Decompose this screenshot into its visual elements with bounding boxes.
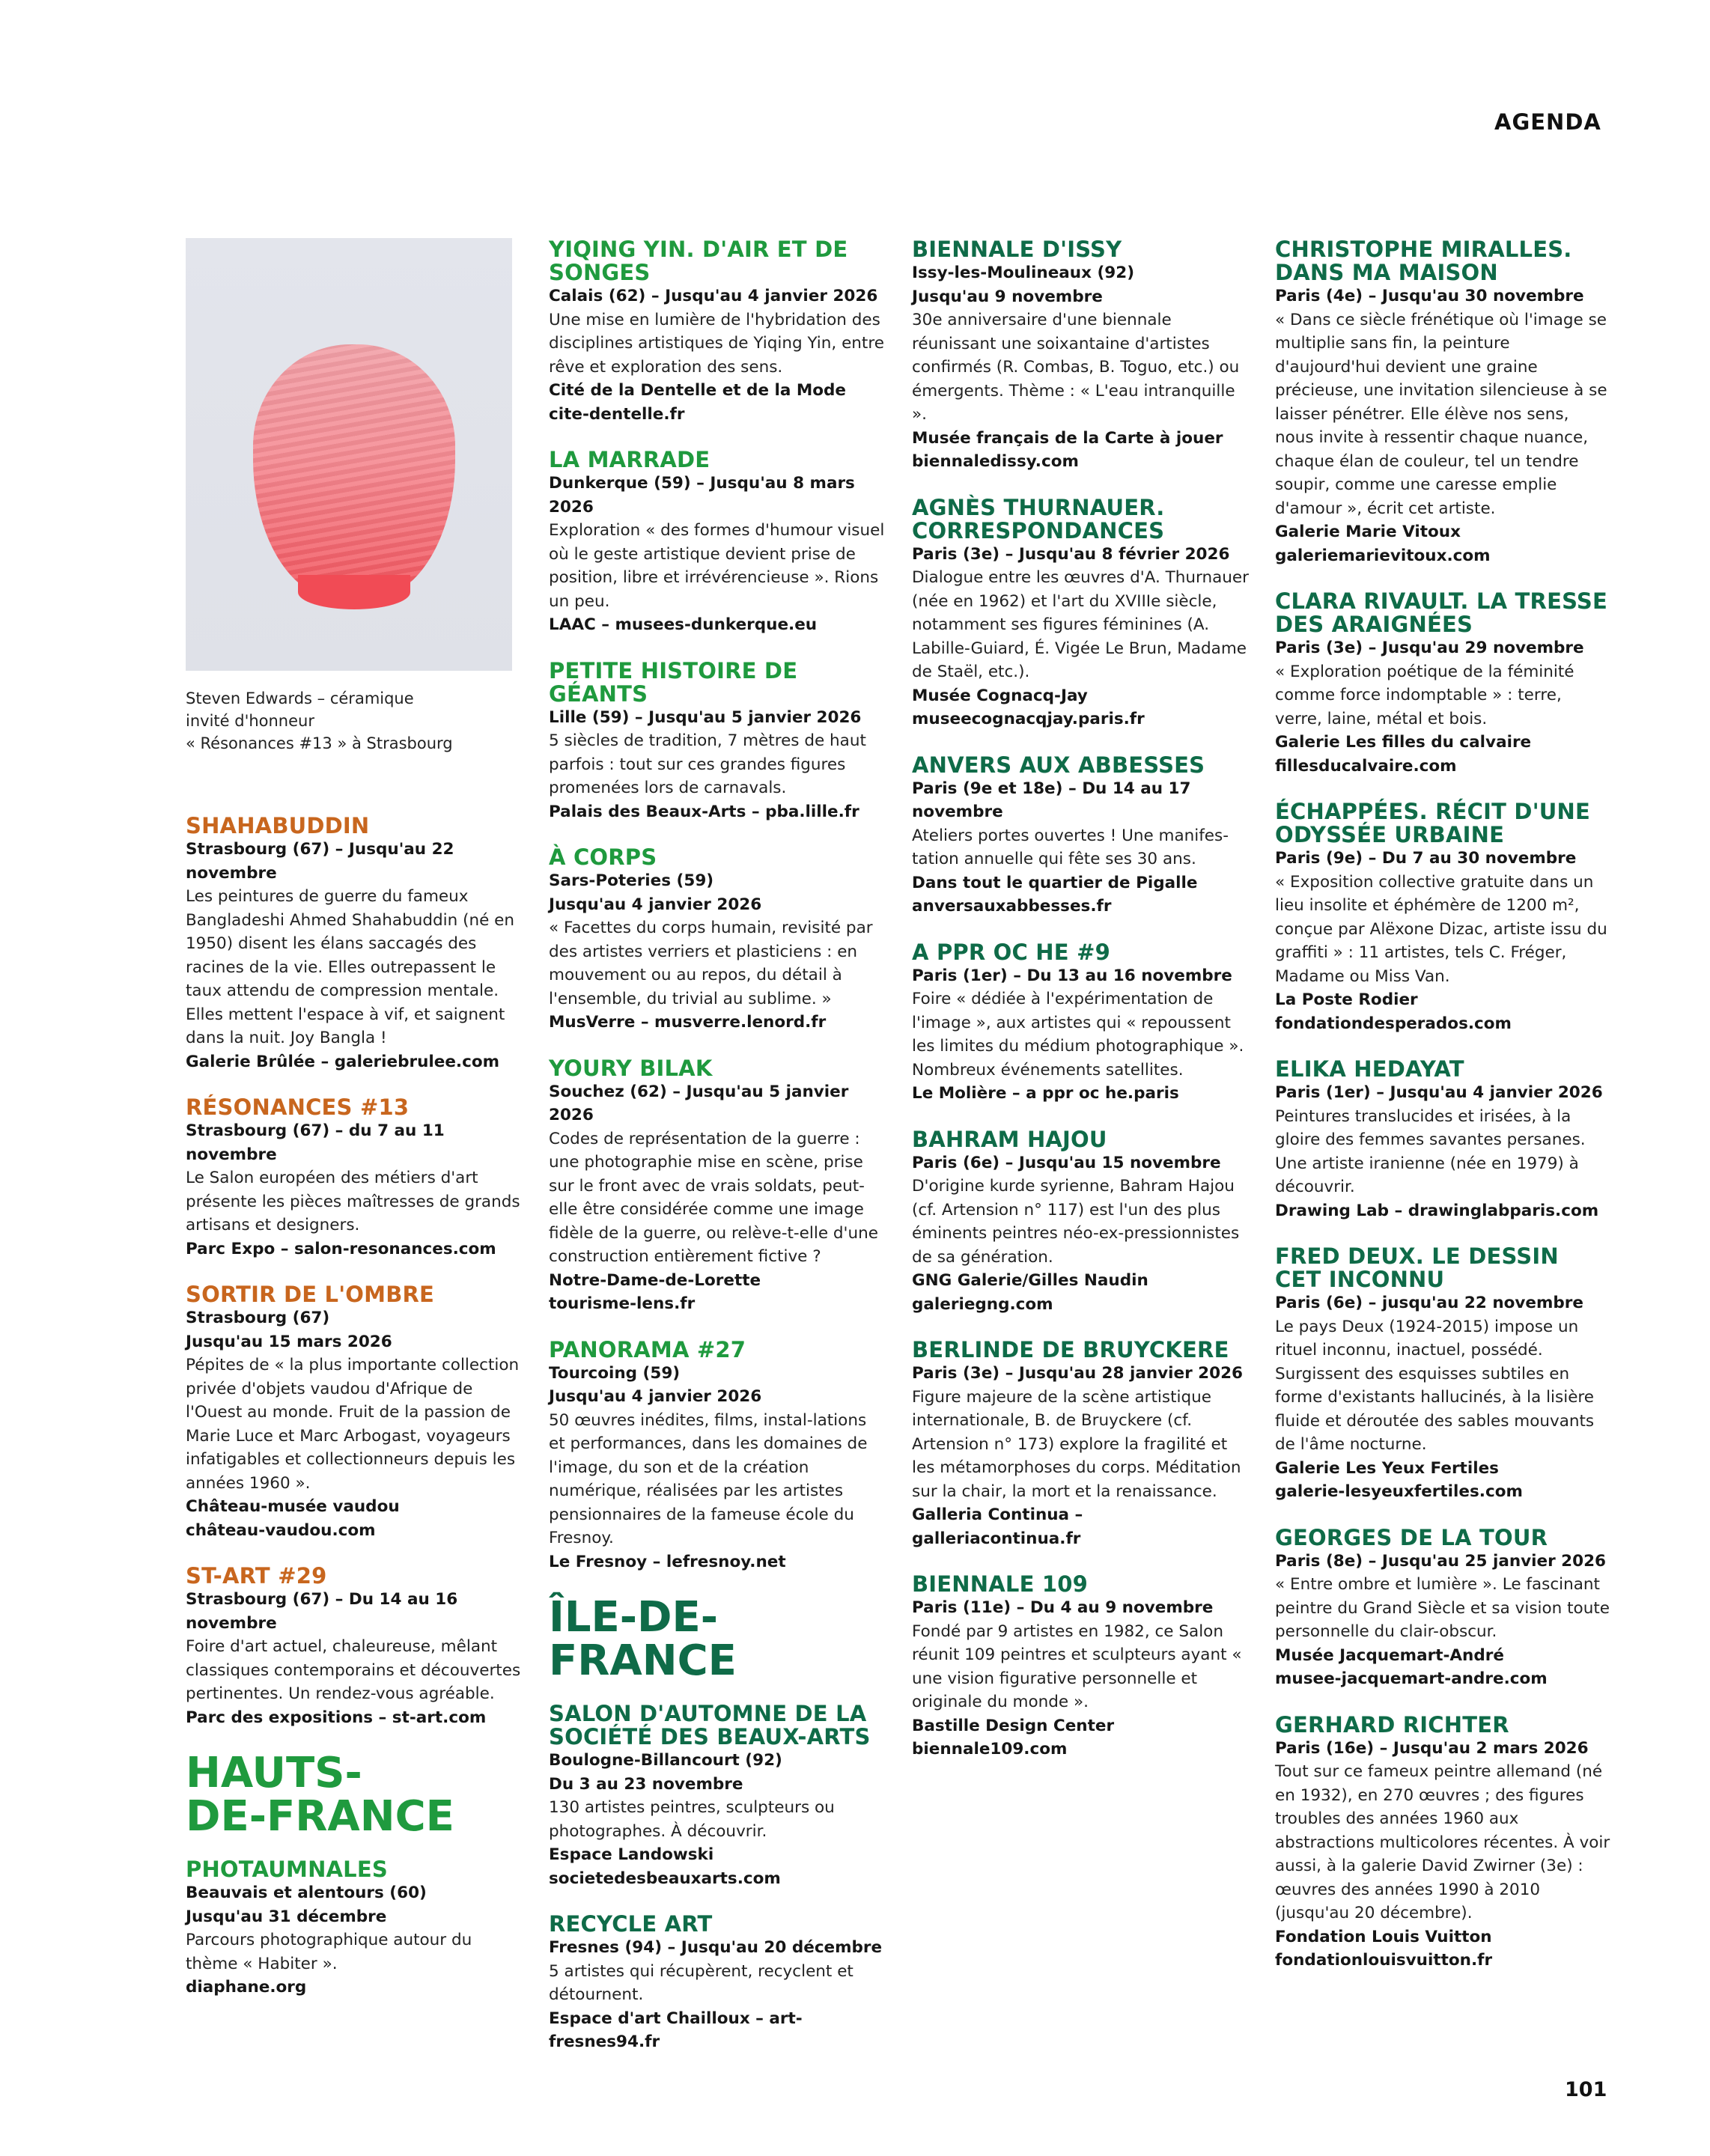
entry-venue: Le Fresnoy – lefresnoy.net (549, 1552, 786, 1571)
entry-venue: galerie-lesyeuxfertiles.com (1275, 1482, 1523, 1501)
entry-venue: Galerie Les Yeux Fertiles (1275, 1458, 1499, 1478)
entry-place-date: Souchez (62) – Jusqu'au 5 janvier 2026 (549, 1082, 849, 1124)
agenda-entry (912, 1339, 1249, 1550)
entry-venue: MusVerre – musverre.lenord.fr (549, 1013, 827, 1032)
entry-title: RECYCLE ART (549, 1911, 713, 1937)
agenda-entry (1275, 590, 1612, 778)
entry-description: Les peintures de guerre du fameux Bangladeshi Ahmed Shahabuddin (né en 1950) disent les élans saccagés des racines de la vie. Elles outrepassent le taux attendu de compression mentale. Elles mettent l'espace à vif, et saignent dans la nuit. Joy Bangla ! (186, 887, 515, 1047)
entry-title: PETITE HISTOIRE DE GÉANTS (549, 657, 798, 707)
entry-venue: biennale109.com (912, 1740, 1068, 1758)
entry-title: CLARA RIVAULT. LA TRESSE DES ARAIGNÉES (1275, 588, 1607, 637)
column-4 (1275, 238, 1612, 1995)
agenda-entry (549, 1057, 886, 1316)
entry-title: PHOTAUMNALES (186, 1857, 388, 1882)
entry-place-date: Beauvais et alentours (60) (186, 1884, 427, 1902)
entry-venue: societedesbeauxarts.com (549, 1869, 781, 1888)
agenda-entry (912, 1128, 1249, 1317)
entry-place-date: Du 3 au 23 novembre (549, 1774, 743, 1794)
agenda-entry (186, 1565, 523, 1729)
entry-place-date: Dunkerque (59) – Jusqu'au 8 mars 2026 (549, 474, 855, 517)
entry-venue: La Poste Rodier (1275, 990, 1418, 1009)
entry-venue: Dans tout le quartier de Pigalle (912, 873, 1198, 892)
entry-venue: Galleria Continua – galleriacontinua.fr (912, 1505, 1083, 1548)
section-label: AGENDA (1494, 109, 1601, 135)
entry-description: Pépites de « la plus importante collection privée d'objets vaudou d'Afrique de l'Ouest au monde. Fruit de la passion de Marie Luce et Marc Arbogast, voyageurs infatigables et collectionneurs depuis les années 1960 ». (186, 1356, 520, 1493)
entry-place-date: Paris (11e) – Du 4 au 9 novembre (912, 1598, 1214, 1617)
agenda-entry (912, 1573, 1249, 1761)
entry-description: Fondé par 9 artistes en 1982, ce Salon réunit 109 peintres et sculpteurs ayant « une vision figurative personnelle et originale du monde ». (912, 1621, 1242, 1711)
entry-venue: Galerie Brûlée – galeriebrulee.com (186, 1052, 500, 1071)
entry-place-date: Lille (59) – Jusqu'au 5 janvier 2026 (549, 707, 862, 727)
entry-place-date: Calais (62) – Jusqu'au 4 janvier 2026 (549, 287, 878, 305)
entry-venue: Galerie Les filles du calvaire (1275, 733, 1532, 752)
entry-description: Tout sur ce fameux peintre allemand (né en 1932), en 270 œuvres ; des figures troubles des années 1960 aux abstractions multicolores récentes. À voir aussi, à la galerie David Zwirner (3e) : œuvres des années 1990 à 2010 (jusqu'au 20 décembre). (1275, 1762, 1610, 1922)
col2-region-entries (549, 1702, 886, 2054)
entry-venue: Notre-Dame-de-Lorette (549, 1270, 761, 1290)
entry-description: « Exposition collective gratuite dans un lieu insolite et éphémère de 1200 m², conçue par Alëxone Dizac, artiste issu du graffiti » : 11 artistes, tels C. Fréger, Madame ou Miss Van. (1275, 872, 1607, 986)
entry-description: Foire d'art actuel, chaleureuse, mêlant classiques contemporains et découvertes pertinentes. Un rendez-vous agréable. (186, 1637, 521, 1703)
entry-title: SORTIR DE L'OMBRE (186, 1282, 435, 1307)
entry-description: Foire « dédiée à l'expérimentation de l'image », aux artistes qui « repoussent les limites du médium photographique ». Nombreux événements satellites. (912, 990, 1244, 1079)
agenda-entry (549, 1336, 886, 1574)
entry-venue: biennaledissy.com (912, 452, 1079, 471)
agenda-entry (549, 1913, 886, 2054)
entry-description: D'origine kurde syrienne, Bahram Hajou (cf. Artension n° 117) est l'un des plus éminents peintres néo-ex-pressionnistes de sa génération. (912, 1177, 1240, 1267)
entry-description: Figure majeure de la scène artistique internationale, B. de Bruyckere (cf. Artension n° 173) explore la fragilité et les métamorphoses du corps. Méditation sur la chair, la mort et la renaissance. (912, 1387, 1241, 1501)
agenda-entry (549, 846, 886, 1035)
entry-title: FRED DEUX. LE DESSIN CET INCONNU (1275, 1243, 1559, 1292)
agenda-entry (1275, 1711, 1612, 1973)
entry-venue: Le Molière – a ppr oc he.paris (912, 1084, 1179, 1103)
entry-place-date: Sars-Poteries (59) (549, 871, 714, 890)
entry-description: Exploration « des formes d'humour visuel où le geste artistique devient prise de position, libre et irrévérencieuse ». Rions un peu. (549, 521, 885, 611)
entry-place-date: Strasbourg (67) (186, 1309, 330, 1327)
agenda-entry (912, 496, 1249, 731)
entry-title: BERLINDE DE BRUYCKERE (912, 1337, 1229, 1362)
column-1 (186, 238, 523, 2022)
entry-venue: museecognacqjay.paris.fr (912, 710, 1145, 728)
entry-description: Ateliers portes ouvertes ! Une manifes-tation annuelle qui fête ses 30 ans. (912, 826, 1229, 868)
entry-place-date: Paris (16e) – Jusqu'au 2 mars 2026 (1275, 1738, 1589, 1758)
entry-title: BIENNALE D'ISSY (912, 237, 1122, 262)
entry-venue: galeriegng.com (912, 1294, 1053, 1314)
entry-title: CHRISTOPHE MIRALLES. DANS MA MAISON (1275, 237, 1572, 285)
entry-venue: Musée Cognacq-Jay (912, 686, 1088, 705)
entry-venue: cite-dentelle.fr (549, 404, 685, 424)
entry-description: « Entre ombre et lumière ». Le fascinant peintre du Grand Siècle et sa vision toute personnelle du clair-obscur. (1275, 1575, 1610, 1641)
entry-title: LA MARRADE (549, 447, 711, 472)
agenda-entry (912, 754, 1249, 919)
entry-venue: fondationdesperados.com (1275, 1014, 1512, 1033)
entry-place-date: Fresnes (94) – Jusqu'au 20 décembre (549, 1938, 883, 1957)
entry-place-date: Paris (3e) – Jusqu'au 28 janvier 2026 (912, 1364, 1244, 1383)
col3-entries (912, 238, 1249, 1761)
entry-venue: tourisme-lens.fr (549, 1294, 696, 1313)
entry-place-date: Strasbourg (67) – Du 14 au 16 novembre (186, 1590, 458, 1633)
agenda-entry (912, 238, 1249, 474)
entry-place-date: Tourcoing (59) (549, 1363, 681, 1383)
entry-title: AGNÈS THURNAUER. CORRESPONDANCES (912, 494, 1165, 543)
entry-venue: GNG Galerie/Gilles Naudin (912, 1271, 1148, 1290)
entry-description: Codes de représentation de la guerre : une photographie mise en scène, prise sur le front avec de vrais soldats, peut-elle être considérée comme une image fidèle de la guerre, ou relève-t-elle d'une construction entièrement fictive ? (549, 1129, 878, 1266)
agenda-entry (186, 1283, 523, 1542)
agenda-entry (549, 448, 886, 637)
agenda-entry (1275, 1058, 1612, 1222)
entry-place-date: Paris (3e) – Jusqu'au 8 février 2026 (912, 544, 1230, 564)
entry-venue: château-vaudou.com (186, 1520, 376, 1540)
vase-foot-shape (298, 575, 410, 609)
region-title-hauts-de-france (186, 1749, 523, 1841)
agenda-entry (1275, 1526, 1612, 1691)
entry-title: SHAHABUDDIN (186, 813, 370, 838)
agenda-entry (186, 1858, 523, 2000)
col4-entries (1275, 238, 1612, 1973)
entry-venue: fillesducalvaire.com (1275, 756, 1457, 776)
entry-place-date: Paris (3e) – Jusqu'au 29 novembre (1275, 639, 1584, 657)
agenda-entry (549, 1702, 886, 1890)
entry-description: 30e anniversaire d'une biennale réunissant une soixantaine d'artistes confirmés (R. Combas, B. Toguo, etc.) ou émergents. Thème : « L'eau intranquille ». (912, 311, 1240, 424)
agenda-entry (549, 657, 886, 824)
entry-title: YOURY BILAK (549, 1055, 713, 1081)
entry-title: RÉSONANCES #13 (186, 1094, 410, 1120)
entry-venue: Espace Landowski (549, 1845, 714, 1864)
entry-place-date: Paris (8e) – Jusqu'au 25 janvier 2026 (1275, 1551, 1607, 1571)
col1-entries (186, 814, 523, 1729)
entry-place-date: Jusqu'au 4 janvier 2026 (549, 1387, 762, 1406)
entry-place-date: Issy-les-Moulineaux (92) (912, 264, 1135, 282)
entry-venue: Cité de la Dentelle et de la Mode (549, 381, 847, 400)
entry-description: 50 œuvres inédites, films, instal-lations et performances, dans les domaines de l'image, du son et de la création numérique, réalisées par les artistes pensionnaires de la fameuse école du Fresnoy. (549, 1410, 868, 1547)
agenda-entry (186, 814, 523, 1074)
entry-place-date: Paris (9e et 18e) – Du 14 au 17 novembre (912, 779, 1191, 821)
entry-title: GEORGES DE LA TOUR (1275, 1524, 1548, 1550)
entry-venue: galeriemarievitoux.com (1275, 546, 1491, 565)
agenda-entry (912, 941, 1249, 1106)
entry-venue: Parc des expositions – st-art.com (186, 1708, 487, 1727)
entry-place-date: Paris (6e) – jusqu'au 22 novembre (1275, 1294, 1583, 1312)
entry-description: Peintures translucides et irisées, à la gloire des femmes savantes persanes. Une artiste iranienne (née en 1979) à découvrir. (1275, 1106, 1586, 1196)
entry-place-date: Jusqu'au 9 novembre (912, 287, 1103, 306)
entry-venue: Espace d'art Chailloux – art-fresnes94.fr (549, 2009, 803, 2051)
entry-title: A PPR OC HE #9 (912, 939, 1110, 965)
vase-shape (253, 344, 455, 599)
entry-place-date: Strasbourg (67) – Jusqu'au 22 novembre (186, 840, 454, 883)
caption-line: invité d'honneur (186, 712, 314, 730)
ceramic-vase-photo (186, 238, 512, 671)
entry-venue: Galerie Marie Vitoux (1275, 523, 1461, 541)
entry-place-date: Jusqu'au 4 janvier 2026 (549, 895, 762, 914)
entry-place-date: Paris (1er) – Jusqu'au 4 janvier 2026 (1275, 1083, 1603, 1102)
region-title-ile-de-france (549, 1593, 886, 1685)
caption-line: Steven Edwards – céramique (186, 689, 414, 707)
entry-title: YIQING YIN. D'AIR ET DE SONGES (549, 237, 848, 285)
entry-title: ST-ART #29 (186, 1563, 327, 1589)
entry-venue: Musée français de la Carte à jouer (912, 428, 1223, 448)
entry-description: 5 artistes qui récupèrent, recyclent et détournent. (549, 1961, 854, 2004)
entry-venue: Château-musée vaudou (186, 1497, 400, 1516)
agenda-entry (1275, 800, 1612, 1035)
entry-place-date: Paris (4e) – Jusqu'au 30 novembre (1275, 287, 1584, 305)
entry-title: À CORPS (549, 844, 657, 870)
entry-place-date: Paris (6e) – Jusqu'au 15 novembre (912, 1153, 1221, 1172)
entry-title: ELIKA HEDAYAT (1275, 1056, 1464, 1082)
entry-description: « Facettes du corps humain, revisité par des artistes verriers et plasticiens : en mouvement ou au repos, du détail à l'ensemble, du trivial au sublime. » (549, 919, 873, 1008)
entry-description: 5 siècles de tradition, 7 mètres de haut parfois : tout sur ces grandes figures promenées lors de carnavals. (549, 731, 866, 797)
region-title-text: ÎLE-DE-FRANCE (549, 1593, 737, 1685)
entry-description: « Exploration poétique de la féminité comme force indomptable » : terre, verre, laine, métal et bois. (1275, 662, 1574, 728)
entry-venue: LAAC – musees-dunkerque.eu (549, 615, 818, 634)
entry-place-date: Strasbourg (67) – du 7 au 11 novembre (186, 1121, 445, 1164)
entry-place-date: Boulogne-Billancourt (92) (549, 1751, 782, 1770)
entry-venue: Musée Jacquemart-André (1275, 1645, 1504, 1665)
entry-place-date: Jusqu'au 15 mars 2026 (186, 1332, 392, 1351)
page-number: 101 (1565, 2078, 1607, 2101)
entry-title: PANORAMA #27 (549, 1336, 746, 1362)
entry-place-date: Paris (1er) – Du 13 au 16 novembre (912, 966, 1232, 985)
entry-venue: fondationlouisvuitton.fr (1275, 1951, 1493, 1970)
entry-title: BIENNALE 109 (912, 1571, 1089, 1597)
caption-line: « Résonances #13 » à Strasbourg (186, 734, 453, 752)
entry-place-date: Jusqu'au 31 décembre (186, 1907, 387, 1926)
entry-description: Le Salon européen des métiers d'art présente les pièces maîtresses de grands artisans et designers. (186, 1169, 520, 1234)
entry-place-date: Paris (9e) – Du 7 au 30 novembre (1275, 849, 1577, 868)
col2-entries (549, 238, 886, 1574)
entry-venue: Bastille Design Center (912, 1716, 1115, 1735)
column-3 (912, 238, 1249, 1784)
photo-caption (186, 687, 523, 755)
entry-title: SALON D'AUTOMNE DE LA SOCIÉTÉ DES BEAUX-ARTS (549, 1701, 871, 1750)
region-title-text: HAUTS- DE-FRANCE (186, 1749, 454, 1841)
entry-venue: anversauxabbesses.fr (912, 897, 1112, 916)
agenda-entry (1275, 1245, 1612, 1504)
agenda-entry (549, 238, 886, 426)
entry-description: Parcours photographique autour du thème « Habiter ». (186, 1931, 472, 1973)
column-2 (549, 238, 886, 2077)
entry-title: GERHARD RICHTER (1275, 1711, 1509, 1738)
entry-venue: Parc Expo – salon-resonances.com (186, 1239, 496, 1258)
entry-venue: Fondation Louis Vuitton (1275, 1927, 1492, 1946)
entry-description: Dialogue entre les œuvres d'A. Thurnauer (née en 1962) et l'art du XVIIIe siècle, notamment ses figures féminines (A. Labille-Guiard, É. Vigée Le Brun, Madame de Staël, etc.). (912, 568, 1249, 681)
entry-description: Une mise en lumière de l'hybridation des disciplines artistiques de Yiqing Yin, entre rêve et exploration des sens. (549, 310, 884, 377)
entry-description: 130 artistes peintres, sculpteurs ou photographes. À découvrir. (549, 1798, 835, 1841)
entry-venue: musee-jacquemart-andre.com (1275, 1669, 1548, 1688)
entry-venue: Palais des Beaux-Arts – pba.lille.fr (549, 802, 859, 821)
entry-title: BAHRAM HAJOU (912, 1126, 1107, 1152)
entry-title: ÉCHAPPÉES. RÉCIT D'UNE ODYSSÉE URBAINE (1275, 799, 1591, 847)
entry-description: « Dans ce siècle frénétique où l'image se multiplie sans fin, la peinture d'aujourd'hui devient une graine précieuse, une invitation silencieuse à se laisser pénétrer. Elle élève nos sens, nous invite à ressentir chaque nuance, chaque élan de couleur, tel un tendre soupir, comme une caresse emplie d'amour », écrit cet artiste. (1275, 310, 1607, 518)
entry-description: Le pays Deux (1924-2015) impose un rituel inconnu, inactuel, possédé. Surgissent des esquisses subtiles en forme d'existants hallucinés, à la lisière fluide et déroutée des sables mouvants de l'âme nocturne. (1275, 1317, 1595, 1454)
entry-title: ANVERS AUX ABBESSES (912, 752, 1205, 778)
entry-venue: diaphane.org (186, 1978, 307, 1997)
agenda-entry (1275, 238, 1612, 567)
entry-venue: Drawing Lab – drawinglabparis.com (1275, 1201, 1599, 1220)
agenda-entry (186, 1096, 523, 1261)
col1-region-entries (186, 1858, 523, 2000)
